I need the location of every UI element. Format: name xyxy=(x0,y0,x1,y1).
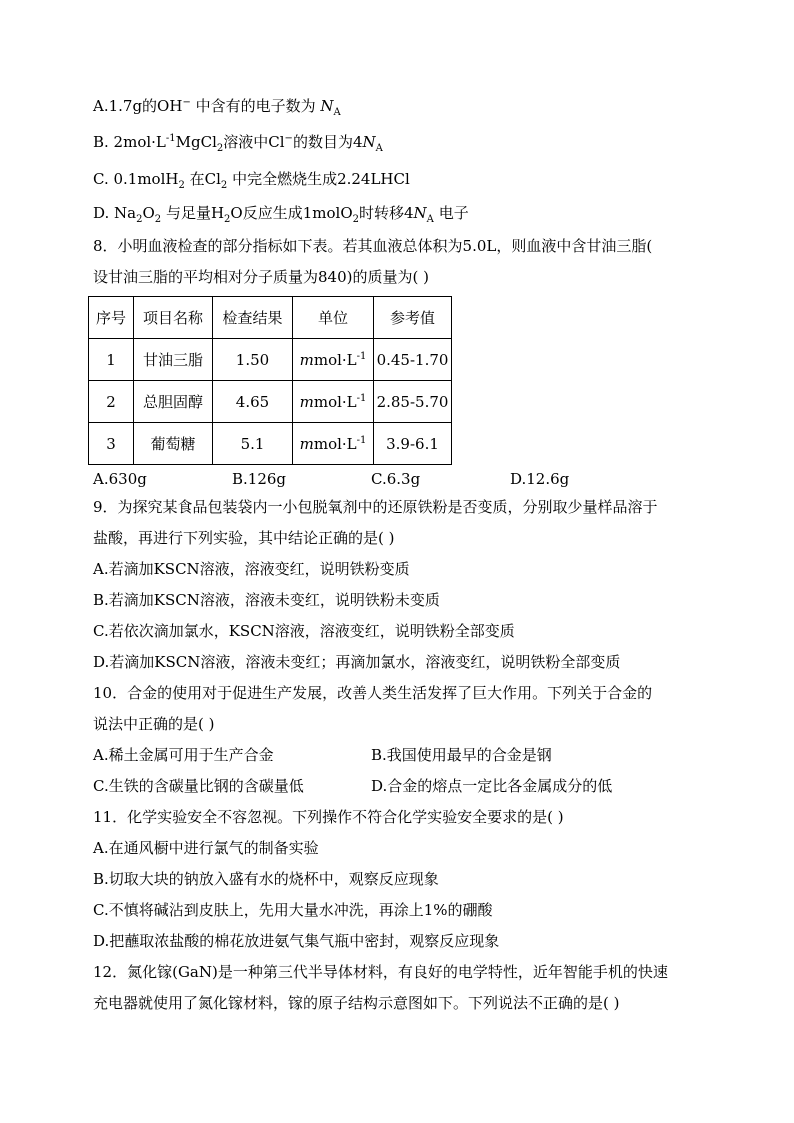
table-cell-unit: $mmol\cdot L^{-1}$ xyxy=(293,339,374,381)
table-cell: 4.65 xyxy=(213,381,293,423)
q7-option-a: A.1.7g的OH− 中含有的电子数为 $N_A$ xyxy=(93,97,341,118)
q11-option-d: D.把蘸取浓盐酸的棉花放进氨气集气瓶中密封，观察反应现象 xyxy=(93,932,500,950)
table-row xyxy=(89,339,452,381)
q10-option-c: C.生铁的含碳量比钢的含碳量低 xyxy=(93,777,304,795)
q8-option-d: D.12.6g xyxy=(510,470,570,488)
q10-option-a: A.稀土金属可用于生产合金 xyxy=(93,746,274,764)
q9-stem-line2: 盐酸，再进行下列实验，其中结论正确的是( ) xyxy=(93,529,395,547)
q9-option-a: A.若滴加KSCN溶液，溶液变红，说明铁粉变质 xyxy=(93,560,410,578)
q10-stem-line2: 说法中正确的是( ) xyxy=(93,715,215,733)
table-cell: 3.9-6.1 xyxy=(374,423,452,465)
q8-option-b: B.126g xyxy=(232,470,287,488)
q7-option-b: B. $2mol\cdot L^{-1}MgCl_2$溶液中Cl−的数目为$4N_A$ xyxy=(93,133,383,154)
q9-option-c: C.若依次滴加氯水，KSCN溶液，溶液变红，说明铁粉全部变质 xyxy=(93,622,515,640)
q9-option-b: B.若滴加KSCN溶液，溶液未变红，说明铁粉未变质 xyxy=(93,591,440,609)
q8-stem-line2: 设甘油三脂的平均相对分子质量为840)的质量为( ) xyxy=(93,268,429,286)
table-cell: 3 xyxy=(89,423,134,465)
table-cell-unit: $mmol\cdot L^{-1}$ xyxy=(293,423,374,465)
q8-stem-line1: 8．小明血液检查的部分指标如下表。若其血液总体积为5.0L，则血液中含甘油三脂( xyxy=(93,237,653,255)
table-cell: 1.50 xyxy=(213,339,293,381)
q8-option-a: A.630g xyxy=(93,470,147,488)
q10-option-d: D.合金的熔点一定比各金属成分的低 xyxy=(371,777,613,795)
table-cell: 总胆固醇 xyxy=(134,381,213,423)
q7-option-c: C. 0.1molH$_2$ 在$Cl_2$ 中完全燃烧生成2.24LHCl xyxy=(93,170,410,191)
q7-option-d: D. $Na_2O_2$ 与足量$H_2O$反应生成1molO$_2$时转移$4N_A$ 电子 xyxy=(93,204,469,225)
table-row xyxy=(89,381,452,423)
q11-option-b: B.切取大块的钠放入盛有水的烧杯中，观察反应现象 xyxy=(93,870,439,888)
q8-table xyxy=(88,296,452,465)
table-cell: 2.85-5.70 xyxy=(374,381,452,423)
table-cell-unit: $mmol\cdot L^{-1}$ xyxy=(293,381,374,423)
table-cell: 2 xyxy=(89,381,134,423)
q12-stem-line1: 12．氮化镓(GaN)是一种第三代半导体材料，有良好的电学特性，近年智能手机的快速 xyxy=(93,963,668,981)
table-cell: 5.1 xyxy=(213,423,293,465)
q11-option-a: A.在通风橱中进行氯气的制备实验 xyxy=(93,839,319,857)
table-cell: 葡萄糖 xyxy=(134,423,213,465)
table-cell: 1 xyxy=(89,339,134,381)
table-row xyxy=(89,423,452,465)
header-cell: 项目名称 xyxy=(134,297,213,339)
q11-option-c: C.不慎将碱沾到皮肤上，先用大量水冲洗，再涂上1%的硼酸 xyxy=(93,901,493,919)
header-cell: 检查结果 xyxy=(213,297,293,339)
q12-stem-line2: 充电器就使用了氮化镓材料，镓的原子结构示意图如下。下列说法不正确的是( ) xyxy=(93,994,620,1012)
table-cell: 0.45-1.70 xyxy=(374,339,452,381)
header-cell: 单位 xyxy=(293,297,374,339)
q10-option-b: B.我国使用最早的合金是钢 xyxy=(371,746,552,764)
table-cell: 甘油三脂 xyxy=(134,339,213,381)
q9-stem-line1: 9．为探究某食品包装袋内一小包脱氧剂中的还原铁粉是否变质，分别取少量样品溶于 xyxy=(93,498,658,516)
table-header-row xyxy=(89,297,452,339)
q8-option-c: C.6.3g xyxy=(371,470,421,488)
header-cell: 序号 xyxy=(89,297,134,339)
q10-stem-line1: 10．合金的使用对于促进生产发展，改善人类生活发挥了巨大作用。下列关于合金的 xyxy=(93,684,653,702)
q11-stem: 11．化学实验安全不容忽视。下列操作不符合化学实验安全要求的是( ) xyxy=(93,808,564,826)
header-cell: 参考值 xyxy=(374,297,452,339)
q9-option-d: D.若滴加KSCN溶液，溶液未变红；再滴加氯水，溶液变红，说明铁粉全部变质 xyxy=(93,653,621,671)
